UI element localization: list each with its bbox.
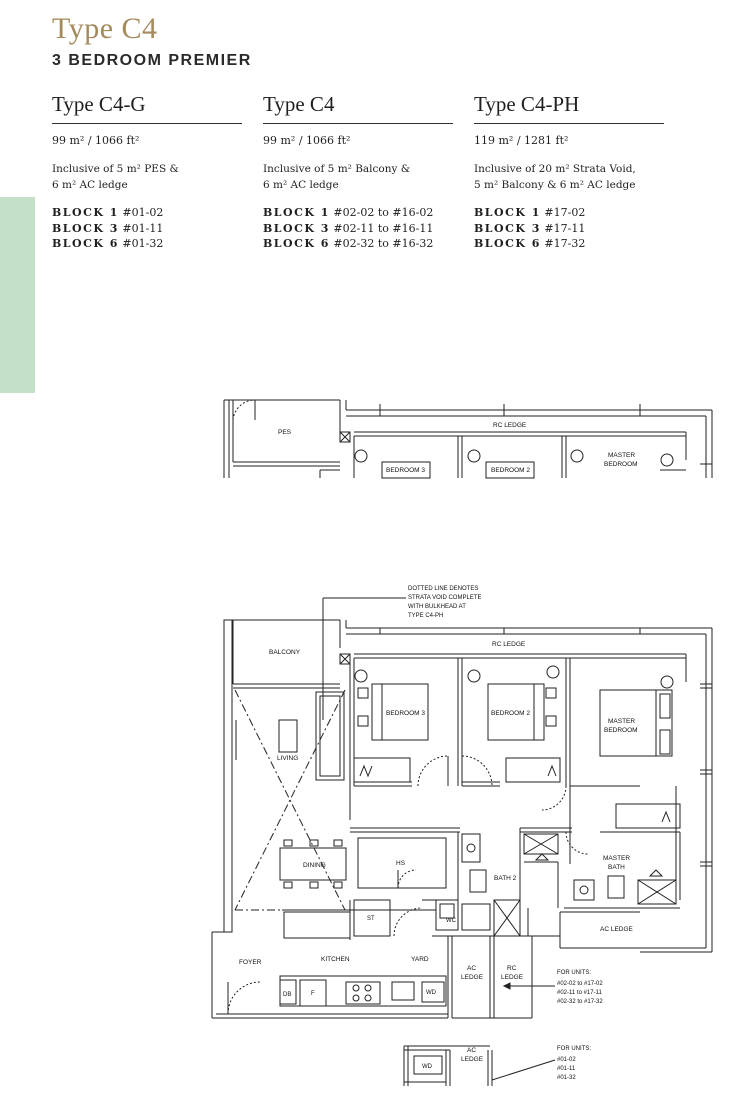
for-units-line3: #02-32 to #17-32: [557, 999, 603, 1005]
label-master-top-1: MASTER: [608, 452, 636, 459]
label-rc-ledge-top: RC LEDGE: [493, 422, 527, 429]
void-note-line3: WITH BULKHEAD AT: [408, 604, 466, 610]
for-units-bottom-line2: #01-11: [557, 1066, 576, 1072]
block-label: BLOCK 6: [263, 237, 330, 250]
page-subtitle: 3 BEDROOM PREMIER: [52, 52, 252, 69]
unit-range: #02-11 to #16-11: [333, 221, 434, 235]
unit-area: 99 m² / 1066 ft²: [52, 134, 140, 147]
label-master-bath-1: MASTER: [603, 855, 631, 862]
label-wc: WC: [446, 918, 456, 924]
label-master-top-2: BEDROOM: [604, 461, 638, 468]
plan-top-partial: [224, 400, 712, 478]
void-note-line2: STRATA VOID COMPLETE: [408, 595, 482, 601]
block-label: BLOCK 3: [474, 221, 541, 235]
label-db: DB: [283, 992, 292, 998]
label-f: F: [311, 991, 315, 997]
for-units-bottom-title: FOR UNITS:: [557, 1046, 591, 1052]
block-label: BLOCK 6: [52, 237, 119, 250]
label-rc-ledge: RC LEDGE: [492, 641, 526, 648]
label-bedroom3-top: BEDROOM 3: [386, 467, 426, 474]
label-ac-bottom-1: AC: [467, 1047, 477, 1054]
unit-type-heading: Type C4-G: [52, 92, 242, 124]
unit-range: #02-32 to #16-32: [333, 237, 434, 250]
unit-type-heading: Type C4: [263, 92, 453, 124]
unit-area: 119 m² / 1281 ft²: [474, 134, 569, 147]
label-balcony: BALCONY: [269, 649, 301, 656]
label-hs: HS: [396, 860, 406, 867]
label-master-bedroom-2: BEDROOM: [604, 727, 638, 734]
block-label: BLOCK 6: [474, 237, 541, 250]
block-label: BLOCK 1: [52, 206, 119, 219]
block-label: BLOCK 3: [52, 221, 119, 235]
label-dining: DINING: [303, 862, 326, 869]
label-ac-ledge-right: AC LEDGE: [600, 926, 633, 933]
unit-range: #01-02: [122, 206, 164, 219]
unit-range: #01-11: [122, 221, 164, 235]
unit-note: Inclusive of 5 m² PES & 6 m² AC ledge: [52, 163, 179, 191]
label-wd: WD: [426, 990, 436, 996]
label-ac-ledge-1: AC: [467, 965, 477, 972]
for-units-line1: #02-02 to #17-02: [557, 981, 603, 987]
void-note-line4: TYPE C4-PH: [408, 613, 444, 619]
label-ac-ledge-2: LEDGE: [461, 974, 484, 981]
for-units-bottom-line1: #01-02: [557, 1057, 576, 1063]
label-foyer: FOYER: [239, 959, 262, 966]
unit-range: #17-32: [544, 237, 586, 250]
unit-note: Inclusive of 5 m² Balcony & 6 m² AC ledge: [263, 163, 411, 191]
label-kitchen: KITCHEN: [321, 956, 350, 963]
label-ac-bottom-2: LEDGE: [461, 1056, 484, 1063]
unit-range: #17-02: [544, 206, 586, 219]
label-bedroom3: BEDROOM 3: [386, 710, 426, 717]
label-wd-bottom: WD: [422, 1064, 432, 1070]
unit-range: #02-02 to #16-02: [333, 206, 434, 219]
for-units-line2: #02-11 to #17-11: [557, 990, 602, 996]
plan-main: [212, 598, 712, 1018]
block-label: BLOCK 3: [263, 221, 330, 235]
label-rc-ledge-1: RC: [507, 965, 517, 972]
for-units-bottom-line3: #01-32: [557, 1075, 576, 1081]
label-master-bedroom-1: MASTER: [608, 718, 636, 725]
for-units-title: FOR UNITS:: [557, 970, 591, 976]
label-living: LIVING: [277, 755, 299, 762]
unit-type-heading: Type C4-PH: [474, 92, 664, 124]
label-bedroom2: BEDROOM 2: [491, 710, 531, 717]
label-bedroom2-top: BEDROOM 2: [491, 467, 531, 474]
void-note-line1: DOTTED LINE DENOTES: [408, 586, 479, 592]
unit-area: 99 m² / 1066 ft²: [263, 134, 351, 147]
block-label: BLOCK 1: [474, 206, 541, 219]
unit-note: Inclusive of 20 m² Strata Void, 5 m² Balcony & 6 m² AC ledge: [474, 163, 636, 191]
label-yard: YARD: [411, 956, 429, 963]
block-label: BLOCK 1: [263, 206, 330, 219]
label-pes: PES: [278, 429, 292, 436]
unit-range: #01-32: [122, 237, 164, 250]
unit-range: #17-11: [544, 221, 586, 235]
label-st: ST: [367, 916, 375, 922]
label-master-bath-2: BATH: [608, 864, 625, 871]
label-rc-ledge-2: LEDGE: [501, 974, 524, 981]
page-title: Type C4: [52, 12, 158, 45]
label-bath2: BATH 2: [494, 875, 517, 882]
